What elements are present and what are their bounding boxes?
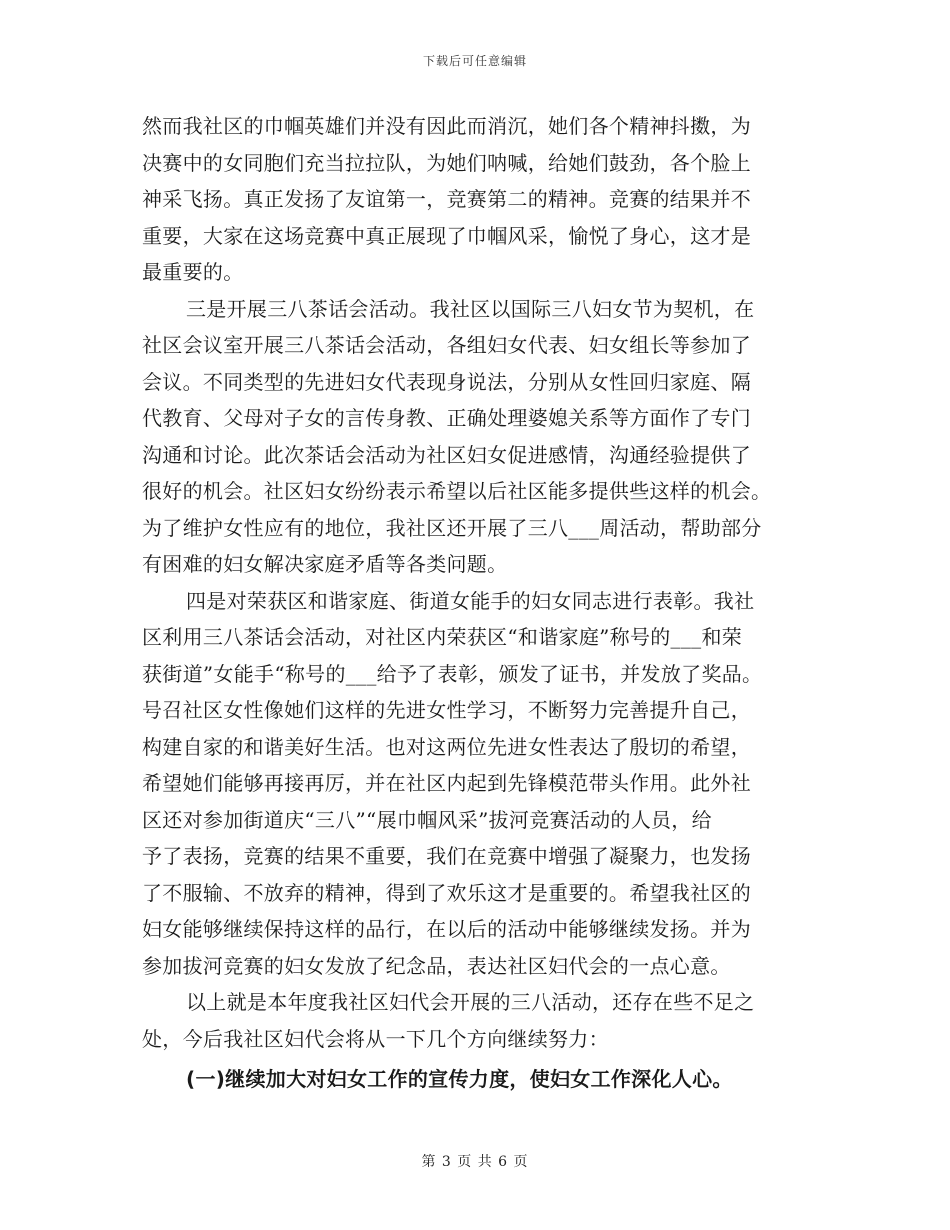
body-line: 区还对参加街道庆“三八”“展巾帼风采”拔河竞赛活动的人员，给	[142, 807, 712, 832]
body-line: 妇女能够继续保持这样的品行，在以后的活动中能够继续发扬。并为	[142, 917, 751, 941]
body-line: 社区会议室开展三八茶话会活动，各组妇女代表、妇女组长等参加了	[142, 333, 751, 357]
paragraph-start-line: 以上就是本年度我社区妇代会开展的三八活动，还存在些不足之	[186, 990, 755, 1014]
page-number: 第 3 页 共 6 页	[421, 1154, 529, 1170]
body-line: 了不服输、不放弃的精神，得到了欢乐这才是重要的。希望我社区的	[142, 880, 751, 905]
document-body	[142, 108, 812, 1098]
body-line: 很好的机会。社区妇女纷纷表示希望以后社区能多提供些这样的机会。	[142, 479, 772, 503]
page-header: 下载后可任意编辑	[422, 54, 527, 68]
paragraph-start-line: 三是开展三八茶话会活动。我社区以国际三八妇女节为契机，在	[186, 296, 755, 321]
body-line: 有困难的妇女解决家庭矛盾等各类问题。	[142, 552, 508, 576]
body-line: 代教育、父母对子女的言传身教、正确处理婆媳关系等方面作了专门	[142, 406, 751, 430]
body-line: 决赛中的女同胞们充当拉拉队，为她们呐喊，给她们鼓劲，各个脸上	[142, 150, 751, 175]
body-line: 希望她们能够再接再厉，并在社区内起到先锋模范带头作用。此外社	[142, 771, 751, 795]
body-line: 参加拔河竞赛的妇女发放了纪念品，表达社区妇代会的一点心意。	[142, 953, 731, 978]
body-line: 然而我社区的巾帼英雄们并没有因此而消沉，她们各个精神抖擞，为	[142, 114, 751, 138]
paragraph-start-line: 四是对荣获区和谐家庭、街道女能手的妇女同志进行表彰。我社	[186, 588, 755, 613]
body-line: 号召社区女性像她们这样的先进女性学习，不断努力完善提升自己，	[142, 698, 751, 722]
body-line: 会议。不同类型的先进妇女代表现身说法，分别从女性回归家庭、隔	[142, 369, 751, 394]
body-line: 沟通和讨论。此次茶话会活动为社区妇女促进感情，沟通经验提供了	[142, 442, 751, 467]
body-line: 重要，大家在这场竞赛中真正展现了巾帼风采，愉悦了身心，这才是	[142, 223, 751, 248]
body-line: 为了维护女性应有的地位，我社区还开展了三八___周活动，帮助部分	[142, 515, 762, 540]
body-line: 区利用三八茶话会活动，对社区内荣获区“和谐家庭”称号的___和荣	[142, 625, 743, 649]
body-line: 获街道”女能手“称号的___给予了表彰，颁发了证书，并发放了奖品。	[142, 661, 763, 686]
body-line: 构建自家的和谐美好生活。也对这两位先进女性表达了殷切的希望，	[142, 734, 751, 759]
section-heading: (一)继续加大对妇女工作的宣传力度，使妇女工作深化人心。	[186, 1067, 733, 1091]
body-line: 予了表扬，竞赛的结果不重要，我们在竞赛中增强了凝聚力，也发扬	[142, 844, 751, 868]
body-line: 神采飞扬。真正发扬了友谊第一，竞赛第二的精神。竞赛的结果并不	[142, 187, 751, 211]
body-line: 处，今后我社区妇代会将从一下几个方向继续努力：	[142, 1026, 609, 1051]
body-line: 最重要的。	[142, 260, 244, 284]
